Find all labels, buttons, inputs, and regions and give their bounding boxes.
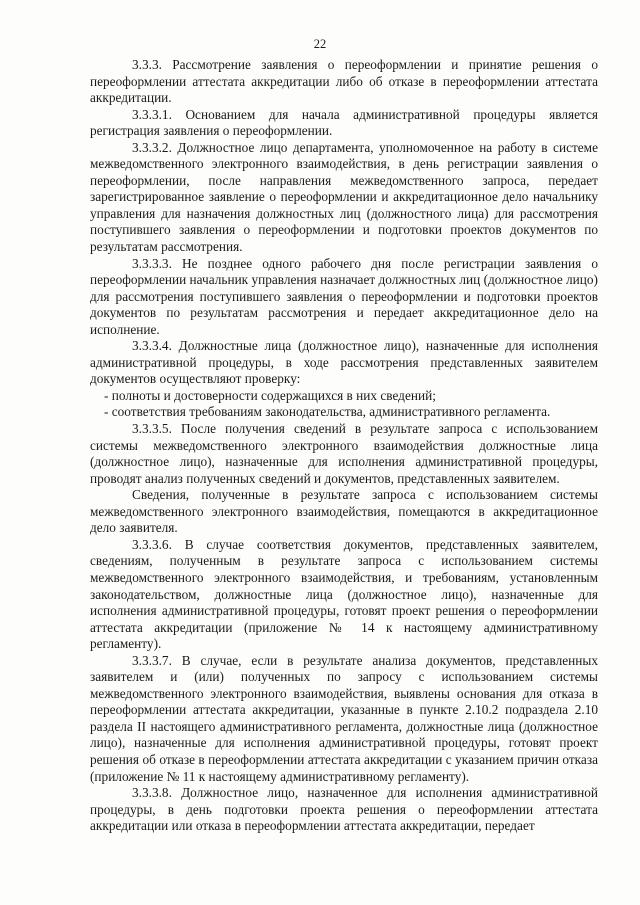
paragraph-3-3-3-8: 3.3.3.8. Должностное лицо, назначенное для исполнения административной процедуры, в день подготовки проекта решения о переоформлении аттестата аккредитации или отказа в переоформлении аттестата аккредитации, передает (90, 785, 598, 834)
paragraph-3-3-3-1: 3.3.3.1. Основанием для начала административной процедуры является регистрация заявления о переоформлении. (90, 106, 598, 139)
paragraph-3-3-3: 3.3.3. Рассмотрение заявления о переоформлении и принятие решения о переоформлении аттестата аккредитации либо об отказе в переоформлении аттестата аккредитации. (90, 57, 598, 106)
page-number: 22 (313, 37, 327, 51)
document-body (90, 57, 598, 835)
paragraph-3-3-3-5: 3.3.3.5. После получения сведений в результате запроса с использованием системы межведомственного электронного взаимодействия должностные лица (должностное лицо), назначенные для исполнения административной процедуры, проводят анализ полученных сведений и документов, представленных заявителем. (90, 421, 598, 486)
list-item: - полноты и достоверности содержащихся в них сведений; (104, 387, 436, 403)
paragraph-3-3-3-2: 3.3.3.2. Должностное лицо департамента, уполномоченное на работу в системе межведомственного электронного взаимодействия, в день регистрации заявления о переоформлении, после направления межведомственного запроса, передает зарегистрированное заявление о переоформлении и аккредитационное дело начальнику управления для назначения должностных лиц (должностного лица) для рассмотрения поступившего заявления о переоформлении и подготовки проектов документов по результатам рассмотрения. (90, 139, 598, 255)
paragraph-3-3-3-4: 3.3.3.4. Должностные лица (должностное лицо), назначенные для исполнения административной процедуры, в ходе рассмотрения представленных заявителем документов осуществляют проверку: (90, 338, 598, 387)
paragraph-3-3-3-6: 3.3.3.6. В случае соответствия документов, представленных заявителем, сведениям, полученным в результате запроса с использованием системы межведомственного электронного взаимодействия, и требованиям, установленным законодательством, должностные лица (должностное лицо), назначенные для исполнения административной процедуры, готовят проект решения о переоформлении аттестата аккредитации (приложение № 14 к настоящему административному регламенту). (90, 536, 598, 652)
paragraph-3-3-3-3: 3.3.3.3. Не позднее одного рабочего дня после регистрации заявления о переоформлении начальник управления назначает должностных лиц (должностное лицо) для рассмотрения поступившего заявления о переоформлении и подготовки проектов документов по результатам рассмотрения и передает аккредитационное дело на исполнение. (90, 255, 598, 337)
paragraph-3-3-3-7: 3.3.3.7. В случае, если в результате анализа документов, представленных заявителем и (или) полученных по запросу с использованием системы межведомственного электронного взаимодействия, выявлены основания для отказа в переоформлении аттестата аккредитации, указанные в пункте 2.10.2 подраздела 2.10 раздела II настоящего административного регламента, должностные лица (должностное лицо), назначенные для исполнения административной процедуры, готовят проект решения об отказе в переоформлении аттестата аккредитации с указанием причин отказа (приложение № 11 к настоящему административному регламенту). (90, 652, 598, 784)
paragraph-information: Сведения, полученные в результате запроса с использованием системы межведомственного электронного взаимодействия, помещаются в аккредитационное дело заявителя. (90, 487, 598, 536)
list-item: - соответствия требованиям законодательства, административного регламента. (104, 404, 551, 420)
